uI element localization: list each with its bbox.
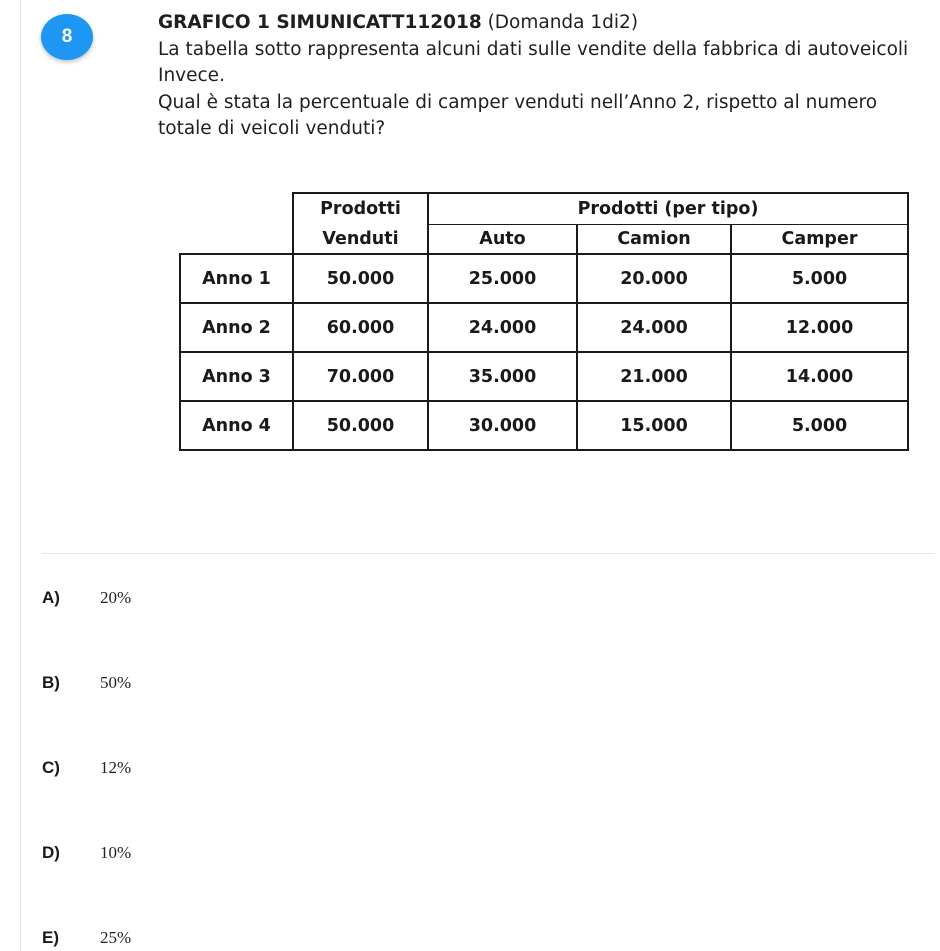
header-auto: Auto — [428, 225, 577, 255]
question-intro: La tabella sotto rappresenta alcuni dati sulle vendite della fabbrica di autoveicoli Invece. — [158, 38, 909, 86]
table-row — [180, 352, 908, 401]
sales-table — [179, 192, 909, 451]
question-text — [158, 10, 928, 143]
question-subtitle: (Domanda 1di2) — [481, 12, 639, 33]
table-header-row — [180, 193, 908, 225]
row-label: Anno 3 — [180, 352, 293, 401]
cell-camper: 12.000 — [731, 303, 908, 352]
header-camion: Camion — [577, 225, 731, 255]
cell-camion: 24.000 — [577, 303, 731, 352]
row-label: Anno 4 — [180, 401, 293, 450]
cell-auto: 35.000 — [428, 352, 577, 401]
left-border — [20, 0, 21, 951]
section-divider — [42, 553, 935, 554]
cell-camion: 15.000 — [577, 401, 731, 450]
cell-camion: 20.000 — [577, 254, 731, 303]
answer-letter: C) — [42, 758, 60, 777]
header-products-by-type: Prodotti (per tipo) — [428, 193, 908, 225]
cell-venduti: 50.000 — [293, 254, 428, 303]
answer-value: 50% — [100, 673, 132, 692]
cell-auto: 25.000 — [428, 254, 577, 303]
cell-camper: 5.000 — [731, 254, 908, 303]
answer-option-e[interactable] — [42, 926, 131, 950]
header-sold-bottom: Venduti — [293, 225, 428, 255]
answer-value: 20% — [100, 588, 132, 607]
table-corner-cell — [180, 193, 293, 254]
cell-auto: 24.000 — [428, 303, 577, 352]
answer-option-b[interactable] — [42, 671, 131, 695]
row-label: Anno 1 — [180, 254, 293, 303]
cell-camper: 5.000 — [731, 401, 908, 450]
cell-venduti: 70.000 — [293, 352, 428, 401]
answer-option-a[interactable] — [42, 586, 131, 610]
question-title — [158, 10, 928, 37]
answer-letter: B) — [42, 673, 60, 692]
question-number-badge — [41, 14, 93, 60]
answer-option-c[interactable] — [42, 756, 131, 780]
question-number: 8 — [61, 26, 73, 47]
answer-value: 12% — [100, 758, 132, 777]
cell-camion: 21.000 — [577, 352, 731, 401]
answer-value: 25% — [100, 928, 132, 947]
cell-auto: 30.000 — [428, 401, 577, 450]
cell-camper: 14.000 — [731, 352, 908, 401]
answer-value: 10% — [100, 843, 132, 862]
answer-letter: D) — [42, 843, 60, 862]
table-row — [180, 401, 908, 450]
table-row — [180, 303, 908, 352]
table-row — [180, 254, 908, 303]
row-label: Anno 2 — [180, 303, 293, 352]
answer-letter: A) — [42, 588, 60, 607]
cell-venduti: 50.000 — [293, 401, 428, 450]
answer-option-d[interactable] — [42, 841, 131, 865]
question-prompt: Qual è stata la percentuale di camper venduti nell’Anno 2, rispetto al numero totale di veicoli venduti? — [158, 91, 878, 139]
header-sold-top: Prodotti — [293, 193, 428, 225]
header-camper: Camper — [731, 225, 908, 255]
cell-venduti: 60.000 — [293, 303, 428, 352]
answer-letter: E) — [42, 928, 59, 947]
question-code: GRAFICO 1 SIMUNICATT112018 — [158, 12, 482, 33]
